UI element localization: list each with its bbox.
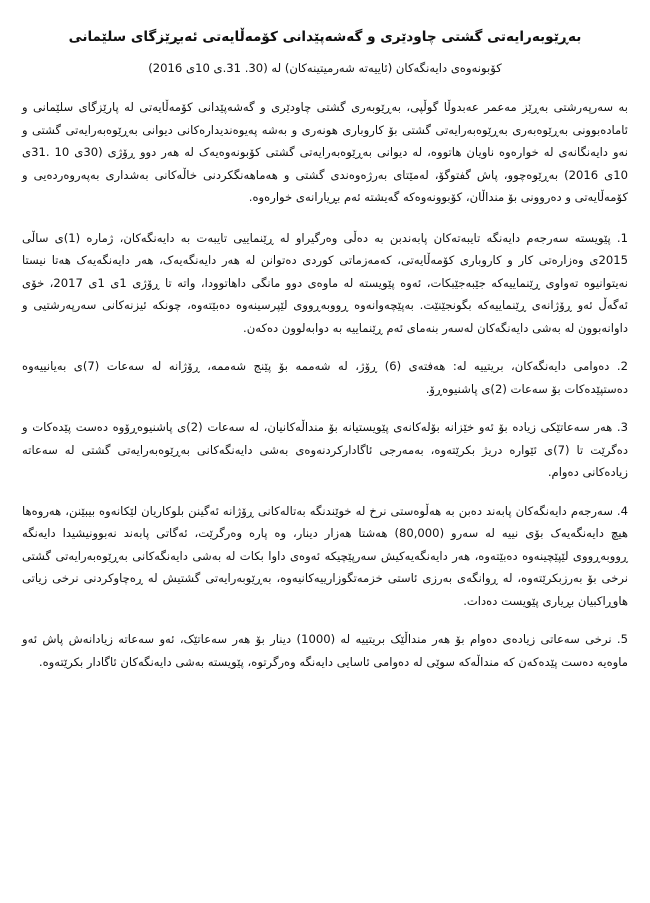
clause-2-paragraph: 2. دەوامی دایەنگەکان، بریتییە لە: هەفتەی (6) ڕۆژ، لە شەممە بۆ پێنج شەممە، ڕۆژانە لە سەعات (7)ی بەیانییەوە دەستپێدەکات بۆ سەعات (2)ی پاشنیوەڕۆ. <box>22 359 628 396</box>
clause-1-paragraph: 1. پێویستە سەرجەم دایەنگە تایبەتەکان پابەندبن بە دەڵی وەرگیراو لە ڕێنماییی تایبەت بە دایەنگەکان، ژمارە (1)ی ساڵی 2015ی وەزارەتی کار و کاروباری کۆمەڵایەتی، کەمەزماتی کوردی دەتوانن لە هەر دایەنگەیەک، هەر دایەنگەیەک هەتا نیستا نەیتوانیوە تەواوی ڕێنماییەکە جێبەجێبکات، ئەوە پێویستە لە ماوەی دوو مانگی داهاتوودا، واتە تا ڕۆژی 1ی 1ی 2017، خۆی ئەگەڵ ئەو ڕۆژانەی ڕێنماییەکە بگونجێنێت. بەپێچەوانەوە ڕووبەڕووی لێپرسینەوە دەبێتەوە، چونکە ئیزنەکانی سەرپەرشتیی و داوانەبوون لە بەشی دایەنگەکان لەسەر بنەمای ئەم ڕێنماییە بە دوابەلوون دەکەن. <box>22 230 629 335</box>
document-subtitle: کۆبونەوەی دایەنگەکان (ئاییەتە شەرمیتینەکان) لە (30. 31.ی 10ی 2016) <box>148 61 502 75</box>
clause-3-paragraph: 3. هەر سەعاتێکی زیادە بۆ ئەو خێزانە بۆلەکانەی پێویستیانە بۆ منداڵەکانیان، لە سەعات (2)ی پاشنیوەڕۆوە دەست پێدەکات و دەگرێت تا (7)ی ئێوارە دریژ بکرێتەوە، بەمەرجی ئاگادارکردنەوەی بەشی دایەنگەکانی بەڕێوەبەرایەتی گشتی لە سەعاتە زیادەکانی دەوام. <box>22 420 628 479</box>
clause-5-paragraph: 5. نرخی سەعاتی زیادەی دەوام بۆ هەر منداڵێک بریتییە لە (1000) دینار بۆ هەر سەعاتێک، ئەو سەعاتە زیادانەش پاش ئەو ماوەیە دەست پێدەکەن کە منداڵەکە سوێی لە دەوامی ئاسایی دایەنگە وەرگرتوە، پێویستە بەشی دایەنگەکان ئاگادار بکرێتەوە. <box>22 632 629 669</box>
clause-4-paragraph: 4. سەرجەم دایەنگەکان پابەند دەبن بە هەڵوەستی نرخ لە خوێندنگە بەتالەکانی ڕۆژانە ئەگینن بلوکاریان لێکانەوە بیبێنن، هەروەها هیچ دایەنگەیەک بۆی نییە لە سەرو (80,000) هەشتا هەزار دینار، وە پارە وەرگرێت، ئەگاتی پابەند نەبوونیشیدا دایەنگە ڕووبەڕووی لێپێچینەوە دەبێتەوە، هەر دایەنگەیەکیش سەرپێچیکە ئەوەی داوا بکات لە بەشی دایەنگەکانی بەڕێوەبەرایەتی گشتی نرخی بۆ بەرزبکرێتەوە، لە ڕوانگەی بەرزی ئاستی خزمەتگوزارییەکانیەوە، بەڕێوبەرایەتی گشتیش لە ڕەچاوکردنی نرخی زیاتی هاوڕاکبیان بڕیاری پێویست دەدات. <box>22 503 628 608</box>
intro-paragraph: بە سەرپەرشتی بەڕێز مەعمر عەبدوڵا گوڵپی، بەڕێوبەری گشتی چاودێری و گەشەپێدانی کۆمەڵایەتی لە پارێزگای سلێمانی و ئامادەبوونی بەڕێوەبەری بەڕێوەبەرایەتی گشتی بۆ کاروباری هونەری و بەشە پەیوەندیدارەکانی دیوانی بەڕێوەبەرایەتی گشتی و نەو دایەنگانەی لە خوارەوە ناویان هاتووە، لە دیوانی بەڕێوەبەرایەتی گشتی کۆبونەوەیەک لە هەر دوو ڕۆژی (30ی 10 .31ی 10ی 2016) بەڕێوەچوو، پاش گفتوگۆ، لەمێتای بەرژەوەندی گشتی و هەماهەنگکردنی خاڵەکانی بەشداری بەپەروەردەیی و کۆمەڵایەتی و دەروونی بۆ منداڵان، کۆبوونەوەکە گەیشتە ئەم بڕیارانەی خوارەوە. <box>22 100 628 204</box>
document-title: بەڕێوبەرایەتی گشتی چاودێری و گەشەپێدانی کۆمەڵایەتی ئەبڕێزگای سلێمانی <box>68 29 582 45</box>
